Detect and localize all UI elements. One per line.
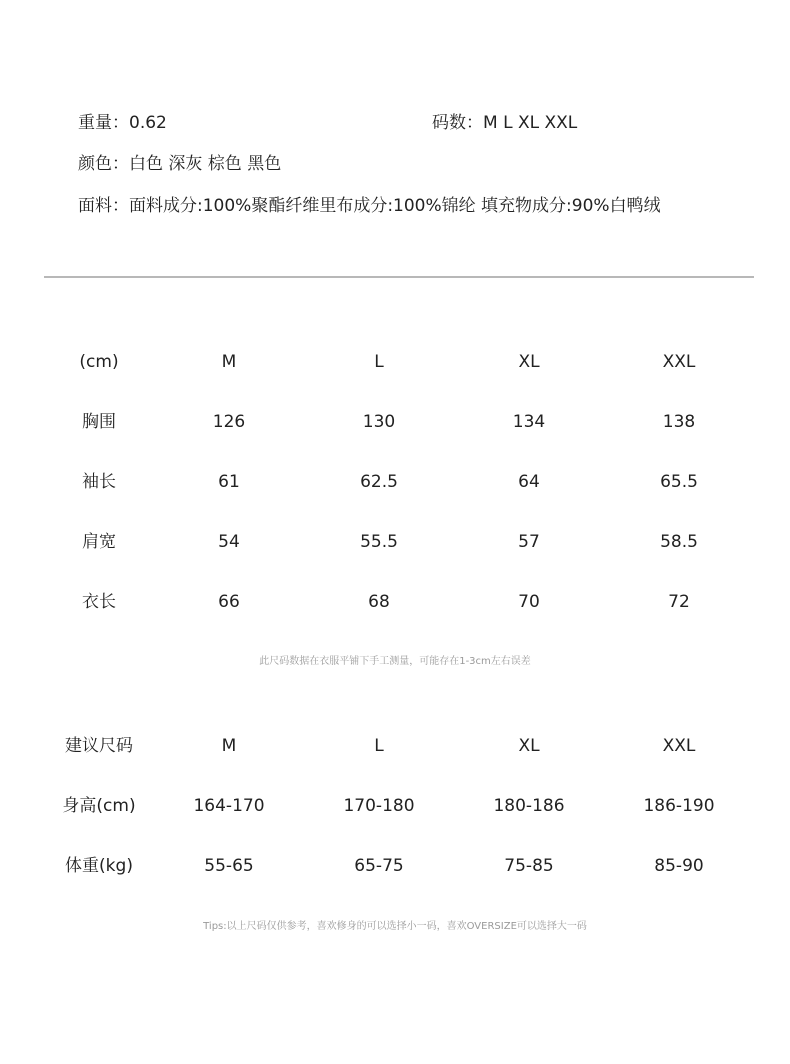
row-label-weight: 体重(kg) (65, 856, 133, 876)
table-cell: 65.5 (660, 472, 698, 492)
weight-info: 重量：0.62 (78, 113, 167, 133)
row-label-sleeve: 袖长 (82, 472, 116, 492)
table-header-cell: XL (518, 352, 540, 372)
table-header-cell: (cm) (79, 352, 119, 372)
tips-note: Tips:以上尺码仅供参考，喜欢修身的可以选择小一码，喜欢OVERSIZE可以选择大一码 (203, 921, 587, 932)
measurement-note: 此尺码数据在衣服平铺下手工测量，可能存在1-3cm左右误差 (259, 656, 531, 667)
table-cell: 134 (512, 412, 546, 432)
table-cell: 186-190 (643, 796, 715, 816)
table-cell: 130 (362, 412, 396, 432)
table-cell: 138 (662, 412, 696, 432)
row-label-length: 衣长 (82, 592, 116, 612)
table-header-cell: XXL (662, 736, 696, 756)
table-header-cell: L (374, 352, 384, 372)
table-cell: 68 (368, 592, 390, 612)
row-label-shoulder: 肩宽 (82, 532, 116, 552)
row-label-chest: 胸围 (82, 412, 116, 432)
table-cell: 65-75 (354, 856, 404, 876)
table-cell: 70 (518, 592, 540, 612)
table-header-cell: M (221, 352, 237, 372)
table-cell: 126 (212, 412, 246, 432)
section-divider (44, 276, 754, 278)
table-header-cell: L (374, 736, 384, 756)
table-header-cell: M (221, 736, 237, 756)
table-cell: 55.5 (360, 532, 398, 552)
fabric-info: 面料：面料成分:100%聚酯纤维里布成分:100%锦纶 填充物成分:90%白鸭绒 (78, 196, 661, 216)
table-cell: 64 (518, 472, 540, 492)
table-cell: 164-170 (193, 796, 265, 816)
size-list-info: 码数：M L XL XXL (432, 113, 578, 133)
table-header-cell: 建议尺码 (65, 736, 133, 756)
table-cell: 61 (218, 472, 240, 492)
table-header-cell: XXL (662, 352, 696, 372)
table-cell: 85-90 (654, 856, 704, 876)
table-cell: 180-186 (493, 796, 565, 816)
table-cell: 170-180 (343, 796, 415, 816)
color-info: 颜色：白色 深灰 棕色 黑色 (78, 154, 282, 174)
table-cell: 58.5 (660, 532, 698, 552)
table-header-cell: XL (518, 736, 540, 756)
table-cell: 66 (218, 592, 240, 612)
table-cell: 54 (218, 532, 240, 552)
table-cell: 57 (518, 532, 540, 552)
table-cell: 62.5 (360, 472, 398, 492)
table-cell: 55-65 (204, 856, 254, 876)
table-cell: 72 (668, 592, 690, 612)
table-cell: 75-85 (504, 856, 554, 876)
row-label-height: 身高(cm) (62, 796, 136, 816)
